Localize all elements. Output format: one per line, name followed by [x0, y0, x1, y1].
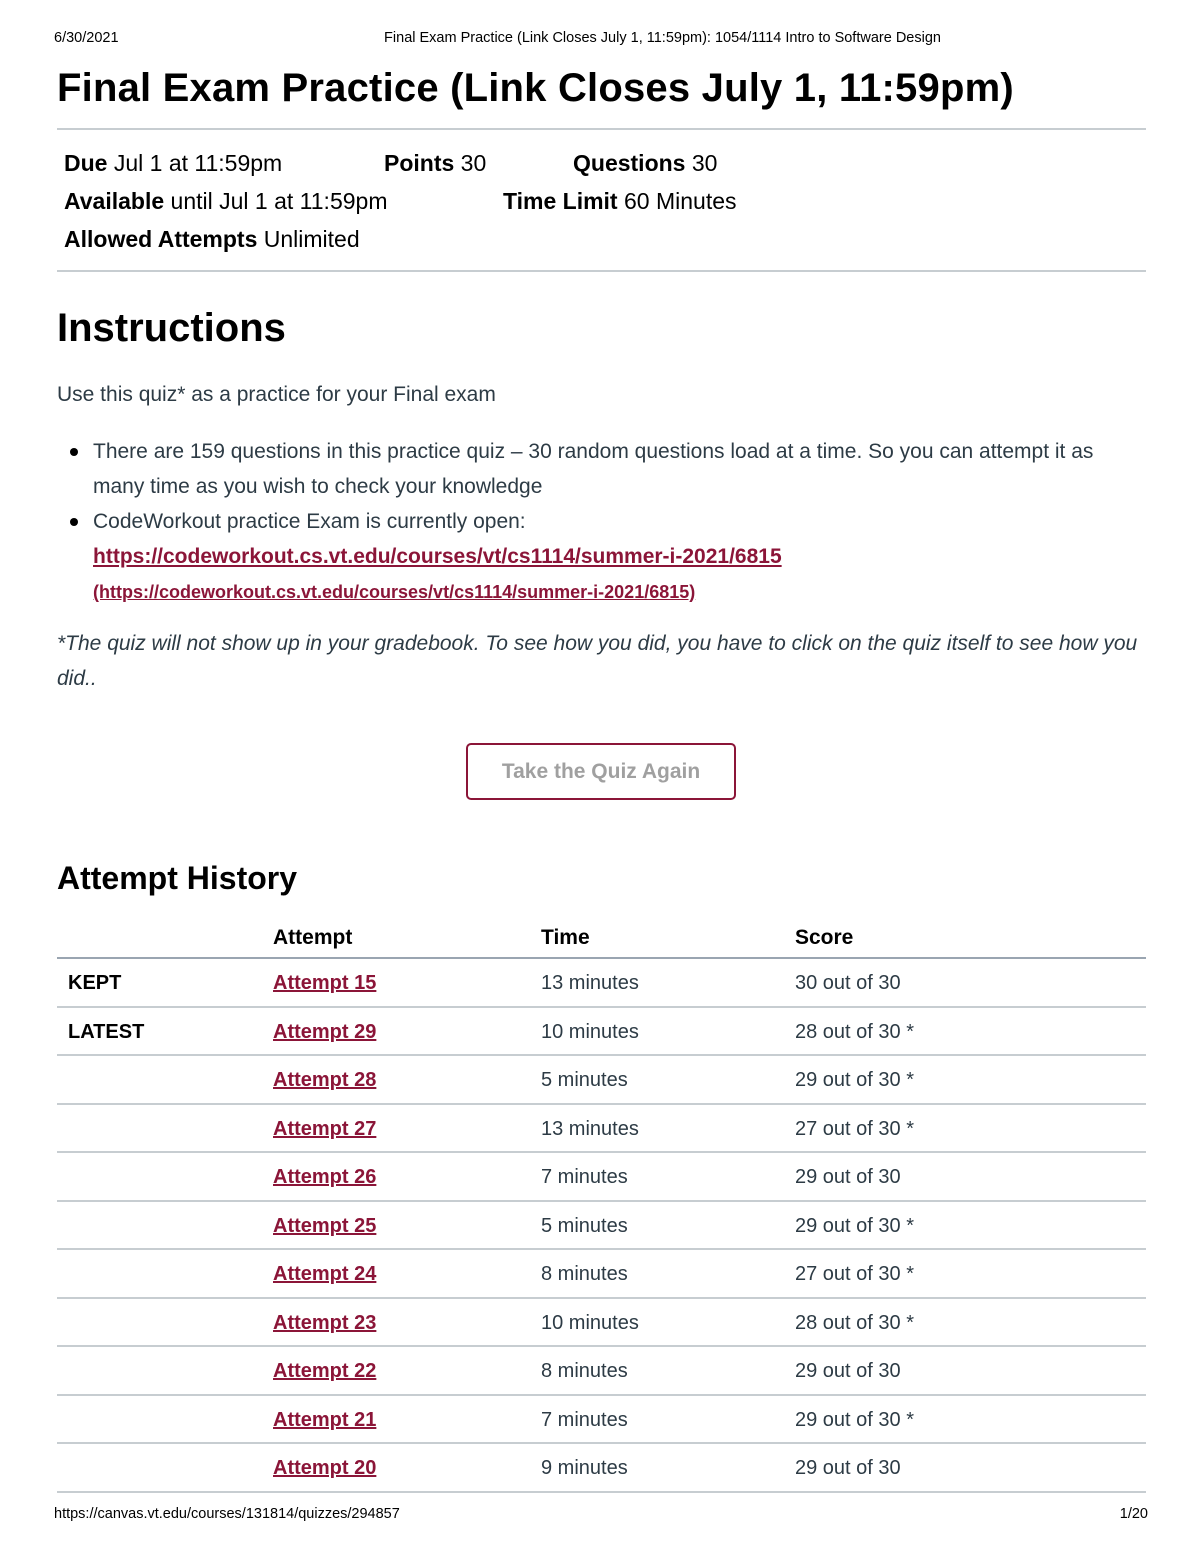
- time-limit-label: Time Limit: [503, 188, 618, 214]
- points-value: 30: [460, 150, 487, 176]
- bullet-icon: [70, 448, 78, 456]
- attempt-link[interactable]: Attempt 28: [273, 1069, 377, 1091]
- list-item: [57, 434, 1117, 504]
- attempt-time: 13 minutes: [541, 1117, 639, 1140]
- attempt-time: 5 minutes: [541, 1214, 628, 1237]
- list-item: [57, 504, 1117, 610]
- attempt-cell: [273, 1360, 382, 1383]
- column-header-attempt: Attempt: [273, 926, 353, 949]
- available-value: until Jul 1 at 11:59pm: [170, 188, 388, 214]
- attempt-link[interactable]: Attempt 25: [273, 1214, 377, 1237]
- allowed-attempts-label: Allowed Attempts: [64, 226, 258, 252]
- attempt-score: 27 out of 30 *: [795, 1263, 914, 1285]
- table-row: [57, 1250, 1146, 1299]
- table-row: [57, 1444, 1146, 1493]
- attempt-score: 29 out of 30: [795, 1360, 901, 1382]
- questions-label: Questions: [573, 150, 686, 176]
- allowed-attempts-value: Unlimited: [263, 226, 360, 252]
- due-label: Due: [64, 150, 108, 176]
- column-header-score: Score: [795, 926, 854, 949]
- attempt-time: 7 minutes: [541, 1166, 628, 1188]
- table-row: [57, 1299, 1146, 1348]
- time-limit-detail: [503, 188, 737, 215]
- table-row: [57, 1202, 1146, 1251]
- table-row: [57, 1153, 1146, 1202]
- table-row: [57, 959, 1146, 1008]
- print-url: https://canvas.vt.edu/courses/131814/quizzes/294857: [54, 1506, 400, 1522]
- due-detail: [64, 150, 282, 177]
- divider-top: [57, 128, 1146, 130]
- instructions-list: [57, 434, 1117, 610]
- attempt-link[interactable]: Attempt 21: [273, 1408, 377, 1431]
- bullet-text: There are 159 questions in this practice quiz – 30 random questions load at a time. So you can attempt it as many time as you wish to check your knowledge: [93, 440, 1094, 498]
- table-header: [57, 916, 1146, 959]
- attempt-score: 30 out of 30: [795, 972, 901, 994]
- attempt-cell: [273, 1215, 382, 1238]
- attempt-link[interactable]: Attempt 24: [273, 1263, 377, 1285]
- take-quiz-again-button[interactable]: Take the Quiz Again: [466, 743, 736, 800]
- points-label: Points: [384, 150, 455, 176]
- attempt-link[interactable]: Attempt 27: [273, 1117, 377, 1140]
- attempt-cell: [273, 1263, 382, 1286]
- table-row: [57, 1008, 1146, 1057]
- attempt-score: 29 out of 30 *: [795, 1214, 914, 1237]
- attempt-score: 29 out of 30: [795, 1457, 901, 1479]
- available-label: Available: [64, 188, 165, 214]
- attempt-cell: [273, 1021, 382, 1044]
- due-value: Jul 1 at 11:59pm: [113, 150, 283, 176]
- attempt-score: 28 out of 30 *: [795, 1311, 914, 1334]
- attempt-cell: [273, 1069, 382, 1092]
- attempt-score: 29 out of 30: [795, 1166, 901, 1188]
- page-title: Final Exam Practice (Link Closes July 1, 11:59pm): [57, 66, 1014, 110]
- attempt-time: 5 minutes: [541, 1069, 628, 1091]
- questions-detail: [573, 150, 717, 177]
- table-row: [57, 1347, 1146, 1396]
- codeworkout-link-url[interactable]: (https://codeworkout.cs.vt.edu/courses/vt/cs1114/summer-i-2021/6815): [93, 582, 696, 602]
- table-row: [57, 1105, 1146, 1154]
- attempt-link[interactable]: Attempt 15: [273, 972, 377, 994]
- divider-details: [57, 270, 1146, 272]
- print-page-title: Final Exam Practice (Link Closes July 1, 11:59pm): 1054/1114 Intro to Software Design: [384, 30, 941, 46]
- table-row: [57, 1396, 1146, 1445]
- print-date: 6/30/2021: [54, 30, 119, 46]
- attempt-time: 9 minutes: [541, 1457, 628, 1479]
- attempt-score: 27 out of 30 *: [795, 1117, 914, 1140]
- codeworkout-link[interactable]: https://codeworkout.cs.vt.edu/courses/vt/cs1114/summer-i-2021/6815: [93, 545, 782, 568]
- print-footer: [0, 1506, 1200, 1526]
- attempt-time: 10 minutes: [541, 1020, 639, 1043]
- attempt-link[interactable]: Attempt 26: [273, 1166, 377, 1188]
- instructions-intro: Use this quiz* as a practice for your Final exam: [57, 383, 496, 406]
- points-detail: [384, 150, 486, 177]
- attempt-time: 7 minutes: [541, 1408, 628, 1431]
- attempt-link[interactable]: Attempt 22: [273, 1360, 377, 1382]
- attempt-score: 29 out of 30 *: [795, 1408, 914, 1431]
- attempt-cell: [273, 1409, 382, 1432]
- questions-value: 30: [691, 150, 718, 176]
- available-detail: [64, 188, 387, 215]
- table-row: [57, 1056, 1146, 1105]
- attempt-cell: [273, 1312, 382, 1335]
- attempt-cell: [273, 972, 382, 995]
- attempt-time: 10 minutes: [541, 1311, 639, 1334]
- attempt-link[interactable]: Attempt 29: [273, 1020, 377, 1043]
- print-page-number: 1/20: [1119, 1506, 1148, 1522]
- column-header-time: Time: [541, 926, 590, 949]
- instructions-note: *The quiz will not show up in your gradebook. To see how you did, you have to click on the quiz itself to see how you did..: [57, 632, 1138, 690]
- attempt-cell: [273, 1166, 382, 1189]
- bullet-icon: [70, 518, 78, 526]
- attempt-status-label: LATEST: [68, 1020, 145, 1043]
- attempt-time: 8 minutes: [541, 1263, 628, 1285]
- attempt-score: 29 out of 30 *: [795, 1069, 914, 1091]
- bullet-text: CodeWorkout practice Exam is currently open:: [93, 510, 526, 533]
- attempt-history-table: [57, 916, 1146, 1493]
- time-limit-value: 60 Minutes: [624, 188, 737, 214]
- attempt-cell: [273, 1118, 382, 1141]
- attempt-link[interactable]: Attempt 20: [273, 1457, 377, 1479]
- attempt-time: 13 minutes: [541, 972, 639, 994]
- attempt-history-heading: Attempt History: [57, 860, 298, 896]
- allowed-attempts-detail: [64, 226, 360, 253]
- attempt-score: 28 out of 30 *: [795, 1020, 914, 1043]
- attempt-time: 8 minutes: [541, 1360, 628, 1382]
- attempt-status-label: KEPT: [68, 972, 122, 994]
- print-header: [0, 30, 1200, 50]
- instructions-heading: Instructions: [57, 306, 286, 350]
- attempt-link[interactable]: Attempt 23: [273, 1311, 377, 1334]
- table-body: [57, 959, 1146, 1493]
- attempt-cell: [273, 1457, 382, 1480]
